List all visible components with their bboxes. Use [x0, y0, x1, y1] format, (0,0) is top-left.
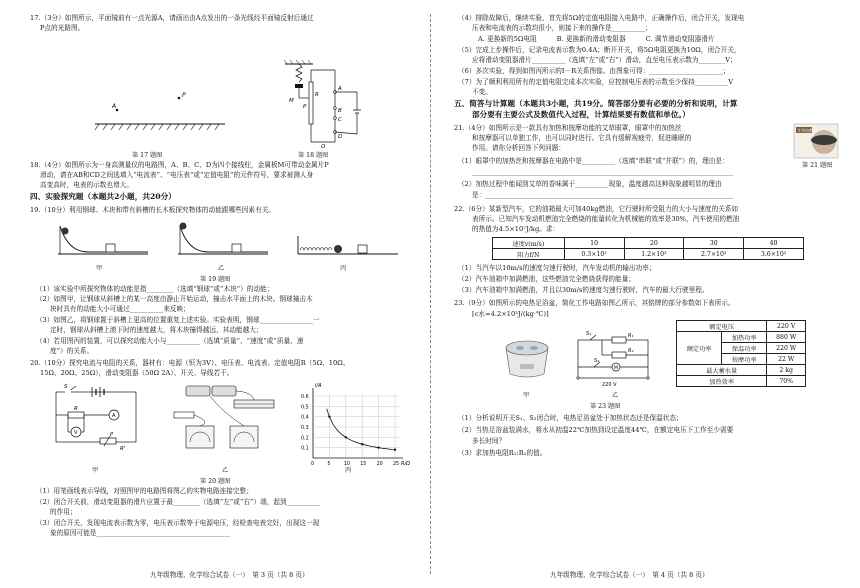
table-cell: 10 — [564, 238, 624, 249]
q20-sub-4a: （4）排除故障后，继续实验，首先将5Ω的定值电阻接入电路中，正确操作后，闭合开关，发现电 — [458, 14, 745, 22]
fig23-label-r1: R₁ — [628, 333, 634, 339]
graph-y-label: I/A — [315, 383, 322, 389]
section-5-title-2: 部分要有主要公式及数值代入过程，计算结果要有数值和单位。） — [472, 110, 690, 119]
table-cell: 保温功率 — [722, 343, 767, 354]
q22-sub-1: （1）当汽车以10m/s的速度匀速行驶时，汽车发动机的输出功率； — [458, 264, 656, 272]
q21-sub-2a: （2）加热过程中能闻到艾草的香味属于__________现象，温度越高这种现象越明显的理由 — [458, 180, 722, 188]
q21-line-1: 21.（4分）如图所示是一款具有加热和按摩功能的艾草眼罩，眼罩中的加热丝 — [454, 124, 682, 132]
right-page-footer: 九年级物理、化学综合试卷（一） 第 4 页（共 8 页） — [550, 571, 709, 579]
graph-y-tick: 0.5 — [301, 405, 309, 411]
q22-resistance-table — [492, 237, 804, 260]
fig18-label-p: P — [303, 104, 307, 110]
fig17-mirror-diagram — [95, 78, 225, 138]
q23-sub-2b: 多长时间？ — [472, 437, 506, 445]
q21-line-3: 作用。请你分析回答下列问题： — [472, 144, 566, 152]
fig21-caption: 第 21 题图 — [802, 162, 833, 169]
fig19-jia-diagram — [58, 222, 148, 260]
q22-sub-3: （3）汽车油箱中加满燃油，并且以30m/s的速度匀速行驶时，汽车的最大行驶里程。 — [458, 286, 709, 294]
table-cell: 2 kg — [767, 365, 806, 376]
q23-nameplate-table — [676, 320, 806, 387]
q22-line-1: 22.（6分）某新型汽车，它的油箱最大可加40kg燃油，它行驶时所受阻力的大小与速度的关系如 — [454, 205, 739, 213]
fig20-label-rp: R' — [120, 446, 126, 452]
table-cell: 最大蓄水量 — [677, 365, 767, 376]
table-row — [493, 249, 804, 260]
graph-point — [328, 415, 330, 417]
q17-line-2: P点的光路图。 — [40, 24, 85, 32]
fig19-sub-jia: 甲 — [96, 265, 103, 272]
fig20-sub-jia: 甲 — [92, 467, 99, 474]
q20-sub-1: （1）用笔画线表示导线，对照图甲的电路图将图乙的实物电路连接完整； — [36, 487, 253, 495]
q19-sub-4b: 度”）的关系。 — [50, 347, 94, 355]
fig18-label-a: A — [338, 86, 342, 92]
q21-sub-2b: 是：__________________________________________________________________________ — [472, 191, 733, 199]
table-cell: 40 — [744, 238, 804, 249]
q23-line-2: [c水=4.2×10³J/(kg·℃)] — [472, 310, 549, 318]
table-cell: 阻力f/N — [493, 249, 565, 260]
q21-sub-1b: ______________________________________________________________________________ — [472, 168, 734, 176]
fig18-caption: 第 18 题图 — [298, 152, 329, 159]
table-cell: 220 V — [767, 321, 806, 332]
left-page-footer: 九年级物理、化学综合试卷（一） 第 3 页（共 8 页） — [150, 571, 309, 579]
table-cell: 额定功率 — [677, 332, 722, 365]
q21-sub-1a: （1）眼罩中的加热丝和按摩器在电路中是__________（选填“串联”或“并联”）的，理由是： — [458, 157, 729, 165]
table-cell: 30 — [684, 238, 744, 249]
graph-curve — [327, 409, 394, 450]
table-cell: 70% — [767, 376, 806, 387]
table-cell: 加热效率 — [677, 376, 767, 387]
fig20-jia-circuit — [48, 384, 148, 454]
graph-x-tick: 0 — [311, 462, 315, 467]
q20-sub-6: （6）多次实验，得到如图丙所示的I－R关系图像。由图象可得：______________________； — [458, 67, 730, 75]
table-cell: 22 W — [767, 354, 806, 365]
q22-line-3: 的热值为4.5×10⁷J/kg。求： — [472, 225, 560, 233]
graph-x-tick: 5 — [327, 462, 331, 467]
graph-x-tick: 20 — [376, 462, 383, 467]
fig18-label-c: C — [338, 117, 342, 123]
q20-sub-4-options: A. 更换新的5Ω电阻 B. 更换新的滑动变阻器 C. 调节滑动变阻器滑片 — [478, 35, 715, 43]
graph-point — [394, 449, 396, 451]
q18-line-2: 滑动，请在AB和CD之间选填入“电流表”、“电压表”或“定值电阻”的元件符号，要求被测人身 — [40, 171, 314, 179]
table-cell: 220 W — [767, 343, 806, 354]
fig20-label-a: A — [112, 413, 116, 419]
q19-sub-4a: （4）若用图丙的装置，可以探究动能大小与__________（选填“质量”、“速度”或“质量、速 — [36, 337, 304, 345]
q19-sub-3b: 定时，钢球从斜槽上滚下时的速度越大，将木块撞得越远，其动能越大； — [50, 326, 263, 334]
graph-y-tick: 0.3 — [301, 426, 309, 431]
table-row — [493, 238, 804, 249]
fig21-product-text: 艾草热敷 — [797, 128, 813, 133]
graph-y-tick: 0.4 — [301, 415, 309, 421]
fig18-label-b: B — [338, 108, 342, 114]
fig18-label-r: R — [315, 92, 319, 98]
fig18-label-m: M — [289, 98, 294, 104]
q19-sub-2a: （2）如图甲，让钢球从斜槽上的某一高度由静止开始运动，撞击水平面上的木块。钢球撞击木 — [36, 295, 313, 303]
q20-line-1: 20.（10分）探究电流与电阻的关系，器材有：电源（恒为3V）、电压表、电流表、定值电阻R（5Ω、10Ω、 — [30, 359, 350, 367]
table-row — [677, 365, 806, 376]
fig18-label-d: D — [338, 134, 343, 140]
graph-point — [361, 443, 363, 445]
fig19-bing-diagram — [298, 222, 398, 260]
fig20-yi-physical-circuit — [172, 382, 282, 454]
q19-sub-2b: 块时具有的动能大小可通过__________来反映； — [50, 305, 190, 313]
graph-point — [345, 436, 347, 438]
q17-line-1: 17.（3分）如图所示，平面镜前有一点光源A，请画出由A点发出的一条光线经平面镜反射后通过 — [30, 14, 314, 22]
q23-sub-1: （1）分析说明开关S₁、S₂闭合时，电热足浴盆处于加热状态还是保温状态； — [458, 414, 683, 422]
table-row — [677, 321, 806, 332]
q20-sub-5b: 应将滑动变阻器滑片__________（选填“左”或“右”）滑动，直至电压表示数为________V； — [472, 56, 737, 64]
fig23-sub-yi: 乙 — [612, 392, 619, 399]
section-5-title: 五、简答与计算题（本题共3小题，共19分。简答部分要有必要的分析和说明，计算 — [454, 99, 738, 108]
fig20-label-r: R — [74, 406, 78, 412]
fig23-label-voltage: 220 V — [602, 382, 617, 388]
graph-y-tick: 0.2 — [301, 436, 309, 442]
fig18-label-o: O — [321, 144, 326, 150]
fig20-label-s: S — [64, 384, 68, 390]
graph-x-tick: 25 — [393, 462, 400, 467]
table-cell: 2.7×10³ — [684, 249, 744, 260]
table-cell: 额定电压 — [677, 321, 767, 332]
q20-sub-4b: 压表和电流表的示数均很小，则接下来的操作是__________； — [472, 24, 652, 32]
q20-sub-3a: （3）闭合开关，发现电流表示数为零，电压表示数等于电源电压，经检查电表完好，出现这一现 — [36, 519, 320, 527]
fig20-sub-bing: 丙 — [345, 467, 352, 474]
fig20-label-p: P — [110, 432, 114, 438]
fig18-height-meter-circuit — [285, 62, 375, 150]
table-cell: 0.3×10³ — [564, 249, 624, 260]
fig23-sub-jia: 甲 — [523, 392, 530, 399]
fig19-yi-diagram — [178, 222, 268, 260]
section-4-title: 四、实验探究题（本题共2小题，共20分） — [30, 192, 176, 201]
table-cell: 加热功率 — [722, 332, 767, 343]
fig23-caption: 第 23 题图 — [590, 403, 621, 410]
table-row — [677, 332, 806, 343]
q20-sub-2a: （2）闭合开关前，滑动变阻器的滑片应置于最________（选填“左”或“右”）端，起到__________ — [36, 498, 321, 506]
q20-sub-7a: （7）为了顺利利用所有的定值电阻完成本次实验，应控制电压表的示数至少保持__________V — [458, 78, 734, 86]
fig20-label-v: V — [74, 430, 78, 436]
table-row — [677, 376, 806, 387]
fig19-caption: 第 19 题图 — [200, 276, 231, 283]
fig23-label-s1: S₁ — [586, 331, 592, 337]
fig20-caption: 第 20 题图 — [200, 478, 231, 485]
fig19-sub-bing: 丙 — [340, 265, 347, 272]
graph-x-tick: 10 — [343, 462, 350, 467]
fig23-label-m: M — [614, 366, 618, 371]
graph-y-tick: 0.1 — [301, 446, 309, 452]
table-cell: 20 — [624, 238, 684, 249]
fig20-bing-graph — [295, 380, 415, 470]
graph-y-tick: 0.6 — [301, 395, 309, 400]
q20-line-2: 15Ω、20Ω、25Ω），滑动变阻器（50Ω 2A）、开关、导线若干。 — [40, 369, 234, 377]
fig17-label-a: A — [112, 103, 117, 110]
fig19-sub-yi: 乙 — [218, 265, 225, 272]
q23-line-1: 23.（9分）如图所示的电热足浴盆，简化工作电路如图乙所示，其铭牌的部分参数如下表所示。 — [454, 299, 735, 307]
table-cell: 1.2×10³ — [624, 249, 684, 260]
q20-sub-5a: （5）完成上步操作后，记录电流表示数为0.4A；断开开关，将5Ω电阻更换为10Ω，闭合开关， — [458, 46, 741, 54]
fig17-caption: 第 17 题图 — [132, 152, 163, 159]
q21-line-2: 和按摩器可以单独工作，也可以同时进行。它具有缓解视疲劳，促进睡眠的 — [472, 134, 692, 142]
q22-sub-2: （2）汽车油箱中加满燃油，这些燃油完全燃烧获得的能量； — [458, 275, 635, 283]
fig21-eye-mask-product — [794, 124, 838, 158]
table-cell: 3.6×10³ — [744, 249, 804, 260]
q22-line-2: 表所示。已知汽车发动机燃油完全燃烧的能量转化为机械能的效率是30%，汽车使用的燃油 — [472, 215, 740, 223]
graph-x-tick: 15 — [360, 462, 367, 467]
graph-point — [377, 446, 379, 448]
table-cell: 按摩功率 — [722, 354, 767, 365]
q20-sub-2b: 的作用； — [50, 508, 77, 516]
table-cell: 速度v(m/s) — [493, 238, 565, 249]
q19-intro: 19.（10分）利用钢球、木块和带有斜槽的长木板探究物体的动能跟哪些因素有关。 — [30, 206, 276, 214]
q23-sub-3: （3）求加热电阻R₁:R₂的值。 — [458, 449, 547, 457]
q19-sub-1: （1）该实验中所探究物体的动能是指________（选填“钢球”或“木块”）的动能； — [36, 285, 274, 293]
q20-sub-7b: 不变。 — [472, 88, 492, 96]
fig20-sub-yi: 乙 — [222, 467, 229, 474]
fig23-foot-bath-image — [502, 330, 552, 380]
fig17-label-p: P — [182, 92, 186, 99]
q20-sub-3b: 象的原因可能是________________________________________ — [50, 529, 231, 537]
fig23-circuit — [572, 332, 656, 388]
table-cell: 880 W — [767, 332, 806, 343]
q19-sub-3a: （3）如图乙，将钢球置于斜槽上更高的位置重复上述实验。实验表明，钢球________________一 — [36, 316, 320, 324]
graph-x-label: R/Ω — [401, 461, 410, 467]
q23-sub-2a: （2）当热足浴盆装满水，将水从初温22℃加热到设定温度44℃，在额定电压下工作至少需要 — [458, 426, 734, 434]
q18-line-3: 高变高时，电表的示数也增大。 — [40, 181, 134, 189]
fig23-label-r2: R₂ — [628, 348, 634, 354]
fig23-label-s2: S₂ — [594, 358, 600, 364]
right-page — [430, 0, 860, 588]
q18-line-1: 18.（4分）如图所示为一身高测量仪的电路图，A、B、C、D为四个接线柱，金属板M可带动金属片P — [30, 161, 329, 169]
